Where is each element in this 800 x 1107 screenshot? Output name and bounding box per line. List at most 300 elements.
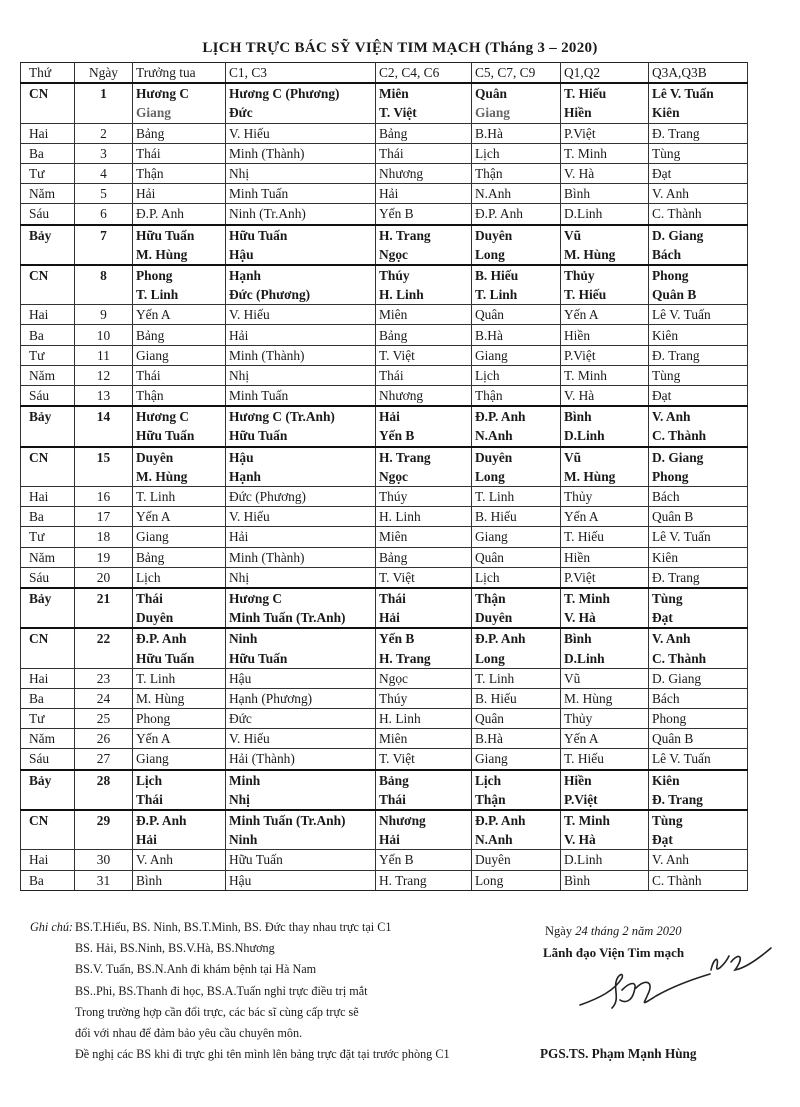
cell-ngay: 15 (75, 447, 133, 467)
cell-c5-c7-c9: Duyên (472, 850, 561, 870)
cell-q1-q2: Bình (561, 870, 649, 890)
cell-thu: Ba (21, 325, 75, 345)
schedule-row (21, 103, 748, 123)
cell-q1-q2: D.Linh (561, 850, 649, 870)
cell-q1-q2: T. Hiếu (561, 749, 649, 770)
cell-c5-c7-c9: T. Linh (472, 486, 561, 506)
note-line: BS..Phi, BS.Thanh đi học, BS.A.Tuấn nghỉ trực điều trị mắt (75, 983, 368, 998)
cell-ngay (75, 648, 133, 668)
cell-ngay (75, 790, 133, 810)
schedule-row (21, 225, 748, 245)
cell-q1-q2: M. Hùng (561, 467, 649, 487)
cell-c2-c4-c6: Ngọc (376, 467, 472, 487)
cell-c5-c7-c9: Long (472, 467, 561, 487)
cell-ngay: 9 (75, 305, 133, 325)
cell-c5-c7-c9: Lịch (472, 365, 561, 385)
cell-ngay: 16 (75, 486, 133, 506)
cell-c5-c7-c9: T. Linh (472, 668, 561, 688)
cell-q3a-q3b: Kiên (649, 770, 748, 790)
cell-q1-q2: V. Hà (561, 608, 649, 628)
cell-ngay: 2 (75, 123, 133, 143)
schedule-row (21, 426, 748, 446)
cell-q1-q2: Vũ (561, 668, 649, 688)
cell-q3a-q3b: Lê V. Tuấn (649, 527, 748, 547)
cell-thu: CN (21, 265, 75, 285)
schedule-row (21, 830, 748, 850)
cell-c2-c4-c6: Bảng (376, 123, 472, 143)
cell-q3a-q3b: Đạt (649, 163, 748, 183)
cell-ngay: 12 (75, 365, 133, 385)
schedule-table (20, 62, 748, 891)
cell-c2-c4-c6: H. Trang (376, 648, 472, 668)
cell-c2-c4-c6: H. Linh (376, 507, 472, 527)
cell-c5-c7-c9: Duyên (472, 225, 561, 245)
cell-truong-tua: Đ.P. Anh (133, 628, 226, 648)
cell-c2-c4-c6: Ngọc (376, 668, 472, 688)
schedule-row (21, 648, 748, 668)
cell-ngay: 28 (75, 770, 133, 790)
cell-c1-c3: Minh (Thành) (226, 547, 376, 567)
notes-block (30, 917, 500, 1065)
cell-ngay: 29 (75, 810, 133, 830)
cell-truong-tua: Hải (133, 184, 226, 204)
cell-c1-c3: Hậu (226, 447, 376, 467)
schedule-row (21, 204, 748, 225)
header-q3a-q3b: Q3A,Q3B (649, 63, 748, 84)
cell-thu: CN (21, 447, 75, 467)
cell-c2-c4-c6: Miên (376, 729, 472, 749)
cell-c5-c7-c9: B.Hà (472, 325, 561, 345)
cell-thu: Năm (21, 547, 75, 567)
cell-c2-c4-c6: Thái (376, 365, 472, 385)
cell-q1-q2: Bình (561, 406, 649, 426)
cell-q3a-q3b: Bách (649, 245, 748, 265)
document-title: LỊCH TRỰC BÁC SỸ VIỆN TIM MẠCH (Tháng 3 – 2020) (202, 40, 598, 56)
cell-thu: Năm (21, 184, 75, 204)
cell-c2-c4-c6: Ngọc (376, 245, 472, 265)
cell-q1-q2: T. Minh (561, 810, 649, 830)
sign-office: Lãnh đạo Viện Tim mạch (543, 945, 685, 960)
schedule-row (21, 184, 748, 204)
cell-truong-tua: Đ.P. Anh (133, 204, 226, 225)
cell-ngay: 31 (75, 870, 133, 890)
schedule-row (21, 345, 748, 365)
cell-c5-c7-c9: Duyên (472, 447, 561, 467)
cell-ngay: 4 (75, 163, 133, 183)
cell-q3a-q3b: Kiên (649, 325, 748, 345)
cell-c1-c3: Minh Tuấn (Tr.Anh) (226, 810, 376, 830)
cell-ngay: 10 (75, 325, 133, 345)
cell-q1-q2: Hiền (561, 770, 649, 790)
notes-label: Ghi chú: (30, 920, 73, 934)
cell-c2-c4-c6: Thái (376, 588, 472, 608)
cell-q3a-q3b: Phong (649, 709, 748, 729)
sign-date (545, 924, 780, 939)
cell-c5-c7-c9: B.Hà (472, 123, 561, 143)
cell-ngay: 20 (75, 567, 133, 588)
cell-c5-c7-c9: Long (472, 648, 561, 668)
cell-q1-q2: Bình (561, 628, 649, 648)
cell-truong-tua: Duyên (133, 608, 226, 628)
cell-c5-c7-c9: Giang (472, 527, 561, 547)
header-row (21, 63, 748, 84)
cell-ngay: 25 (75, 709, 133, 729)
cell-c1-c3: V. Hiếu (226, 507, 376, 527)
schedule-row (21, 143, 748, 163)
schedule-row (21, 709, 748, 729)
cell-c2-c4-c6: Nhương (376, 386, 472, 407)
cell-truong-tua: Bình (133, 870, 226, 890)
cell-c5-c7-c9: Quân (472, 709, 561, 729)
cell-q3a-q3b: Kiên (649, 103, 748, 123)
cell-truong-tua: Phong (133, 265, 226, 285)
cell-thu: Tư (21, 527, 75, 547)
cell-thu: CN (21, 628, 75, 648)
cell-ngay: 14 (75, 406, 133, 426)
cell-c1-c3: Nhị (226, 790, 376, 810)
cell-c5-c7-c9: Giang (472, 103, 561, 123)
cell-c5-c7-c9: Lịch (472, 770, 561, 790)
cell-q3a-q3b: C. Thành (649, 648, 748, 668)
schedule-row (21, 83, 748, 103)
cell-thu: Hai (21, 668, 75, 688)
cell-c2-c4-c6: Yến B (376, 426, 472, 446)
cell-c1-c3: Minh (226, 770, 376, 790)
cell-q3a-q3b: V. Anh (649, 406, 748, 426)
cell-thu: CN (21, 83, 75, 103)
cell-q3a-q3b: Đạt (649, 830, 748, 850)
cell-ngay: 19 (75, 547, 133, 567)
cell-q3a-q3b: Quân B (649, 285, 748, 305)
cell-q1-q2: V. Hà (561, 163, 649, 183)
cell-truong-tua: Thái (133, 588, 226, 608)
cell-c1-c3: Hữu Tuấn (226, 648, 376, 668)
cell-c5-c7-c9: Quân (472, 305, 561, 325)
cell-c2-c4-c6: H. Trang (376, 225, 472, 245)
cell-c2-c4-c6: Hải (376, 608, 472, 628)
header-c2-c4-c6: C2, C4, C6 (376, 63, 472, 84)
cell-q3a-q3b: D. Giang (649, 668, 748, 688)
cell-c2-c4-c6: Yến B (376, 628, 472, 648)
cell-truong-tua: Lịch (133, 567, 226, 588)
cell-truong-tua: T. Linh (133, 486, 226, 506)
cell-q3a-q3b: Quân B (649, 729, 748, 749)
cell-c5-c7-c9: N.Anh (472, 830, 561, 850)
cell-c1-c3: Nhị (226, 567, 376, 588)
cell-c5-c7-c9: B. Hiếu (472, 688, 561, 708)
cell-c1-c3: Đức (226, 103, 376, 123)
header-thu: Thứ (21, 63, 75, 84)
initials-mark (705, 942, 775, 982)
cell-c1-c3: Hải (226, 527, 376, 547)
cell-q3a-q3b: Đ. Trang (649, 567, 748, 588)
cell-c1-c3: Hữu Tuấn (226, 225, 376, 245)
cell-q1-q2: Vũ (561, 447, 649, 467)
cell-truong-tua: Đ.P. Anh (133, 810, 226, 830)
schedule-row (21, 365, 748, 385)
cell-c1-c3: Nhị (226, 163, 376, 183)
cell-thu (21, 285, 75, 305)
cell-c1-c3: Hậu (226, 668, 376, 688)
cell-thu: Ba (21, 870, 75, 890)
schedule-row (21, 850, 748, 870)
schedule-body (21, 83, 748, 890)
cell-ngay: 23 (75, 668, 133, 688)
cell-c2-c4-c6: Bảng (376, 770, 472, 790)
cell-q1-q2: M. Hùng (561, 245, 649, 265)
cell-q1-q2: Bình (561, 184, 649, 204)
cell-truong-tua: M. Hùng (133, 688, 226, 708)
cell-truong-tua: Hữu Tuấn (133, 225, 226, 245)
cell-c5-c7-c9: Quân (472, 83, 561, 103)
note-line: Đề nghị các BS khi đi trực ghi tên mình lên bảng trực đặt tại trước phòng C1 (75, 1047, 450, 1062)
cell-c2-c4-c6: Thái (376, 143, 472, 163)
cell-ngay: 24 (75, 688, 133, 708)
cell-ngay (75, 245, 133, 265)
cell-q3a-q3b: Quân B (649, 507, 748, 527)
cell-c2-c4-c6: Miên (376, 83, 472, 103)
cell-c1-c3: Hương C (226, 588, 376, 608)
schedule-row (21, 749, 748, 770)
cell-truong-tua: V. Anh (133, 850, 226, 870)
note-line: Trong trường hợp cần đổi trực, các bác sĩ cùng cấp trực sẽ (75, 1004, 359, 1019)
cell-q1-q2: Thủy (561, 486, 649, 506)
note-line: BS.T.Hiếu, BS. Ninh, BS.T.Minh, BS. Đức thay nhau trực tại C1 (75, 920, 392, 934)
cell-truong-tua: Yến A (133, 729, 226, 749)
cell-c1-c3: Minh Tuấn (226, 386, 376, 407)
cell-c1-c3: Hạnh (226, 265, 376, 285)
cell-c2-c4-c6: H. Linh (376, 285, 472, 305)
cell-thu: Năm (21, 729, 75, 749)
cell-q1-q2: P.Việt (561, 345, 649, 365)
cell-thu: Bảy (21, 770, 75, 790)
cell-c5-c7-c9: B. Hiếu (472, 265, 561, 285)
cell-q3a-q3b: Tùng (649, 810, 748, 830)
cell-ngay: 27 (75, 749, 133, 770)
date-prefix: Ngày (545, 924, 576, 938)
cell-truong-tua: Yến A (133, 507, 226, 527)
cell-c5-c7-c9: Đ.P. Anh (472, 810, 561, 830)
cell-q1-q2: D.Linh (561, 648, 649, 668)
cell-c2-c4-c6: Bảng (376, 325, 472, 345)
cell-thu (21, 648, 75, 668)
cell-c1-c3: Hương C (Phương) (226, 83, 376, 103)
cell-c5-c7-c9: Thận (472, 386, 561, 407)
cell-thu (21, 467, 75, 487)
cell-ngay (75, 467, 133, 487)
cell-c5-c7-c9: Lịch (472, 567, 561, 588)
cell-q1-q2: P.Việt (561, 123, 649, 143)
cell-thu: Ba (21, 143, 75, 163)
cell-c5-c7-c9: Thận (472, 588, 561, 608)
cell-thu: Bảy (21, 588, 75, 608)
cell-q3a-q3b: V. Anh (649, 850, 748, 870)
schedule-row (21, 790, 748, 810)
cell-c1-c3: Đức (Phương) (226, 486, 376, 506)
cell-q3a-q3b: C. Thành (649, 870, 748, 890)
cell-q1-q2: Yến A (561, 507, 649, 527)
cell-ngay: 21 (75, 588, 133, 608)
cell-truong-tua: M. Hùng (133, 245, 226, 265)
cell-ngay (75, 608, 133, 628)
cell-ngay: 7 (75, 225, 133, 245)
cell-ngay: 11 (75, 345, 133, 365)
cell-thu: Năm (21, 365, 75, 385)
cell-c2-c4-c6: Hải (376, 830, 472, 850)
cell-c5-c7-c9: Thận (472, 163, 561, 183)
cell-q3a-q3b: Tùng (649, 365, 748, 385)
schedule-row (21, 447, 748, 467)
cell-c5-c7-c9: N.Anh (472, 426, 561, 446)
cell-ngay (75, 426, 133, 446)
cell-truong-tua: Bảng (133, 325, 226, 345)
cell-c5-c7-c9: T. Linh (472, 285, 561, 305)
note-line: BS. Hải, BS.Ninh, BS.V.Hà, BS.Nhương (75, 941, 275, 956)
schedule-row (21, 688, 748, 708)
schedule-row (21, 567, 748, 588)
cell-c2-c4-c6: Miên (376, 527, 472, 547)
cell-thu: Tư (21, 345, 75, 365)
cell-c2-c4-c6: Yến B (376, 850, 472, 870)
cell-thu (21, 426, 75, 446)
schedule-row (21, 467, 748, 487)
cell-q1-q2: T. Minh (561, 143, 649, 163)
cell-thu (21, 245, 75, 265)
cell-q1-q2: V. Hà (561, 386, 649, 407)
schedule-row (21, 527, 748, 547)
note-line: BS.V. Tuấn, BS.N.Anh đi khám bệnh tại Hà Nam (75, 962, 317, 977)
schedule-row (21, 810, 748, 830)
schedule-row (21, 729, 748, 749)
signer-name: PGS.TS. Phạm Mạnh Hùng (540, 1046, 697, 1061)
cell-q3a-q3b: Bách (649, 688, 748, 708)
cell-c1-c3: Hạnh (226, 467, 376, 487)
cell-ngay: 5 (75, 184, 133, 204)
header-c5-c7-c9: C5, C7, C9 (472, 63, 561, 84)
cell-truong-tua: Hữu Tuấn (133, 426, 226, 446)
header-c1-c3: C1, C3 (226, 63, 376, 84)
cell-truong-tua: Thái (133, 365, 226, 385)
cell-c1-c3: Hải (Thành) (226, 749, 376, 770)
cell-c1-c3: Hữu Tuấn (226, 426, 376, 446)
cell-c2-c4-c6: Nhương (376, 810, 472, 830)
cell-truong-tua: Thái (133, 143, 226, 163)
cell-truong-tua: T. Linh (133, 668, 226, 688)
schedule-row (21, 386, 748, 407)
cell-thu: Tư (21, 163, 75, 183)
cell-c2-c4-c6: Thúy (376, 688, 472, 708)
cell-thu: Tư (21, 709, 75, 729)
cell-c5-c7-c9: Đ.P. Anh (472, 628, 561, 648)
schedule-row (21, 507, 748, 527)
cell-truong-tua: Phong (133, 709, 226, 729)
cell-q3a-q3b: Phong (649, 265, 748, 285)
cell-c1-c3: Minh (Thành) (226, 345, 376, 365)
cell-q1-q2: P.Việt (561, 567, 649, 588)
cell-truong-tua: Giang (133, 103, 226, 123)
cell-c2-c4-c6: H. Trang (376, 870, 472, 890)
cell-thu: Hai (21, 305, 75, 325)
cell-q3a-q3b: Đ. Trang (649, 345, 748, 365)
cell-c2-c4-c6: Thúy (376, 265, 472, 285)
cell-q1-q2: D.Linh (561, 204, 649, 225)
cell-c1-c3: Hương C (Tr.Anh) (226, 406, 376, 426)
cell-thu (21, 830, 75, 850)
cell-c2-c4-c6: Thái (376, 790, 472, 810)
schedule-row (21, 608, 748, 628)
cell-q1-q2: Yến A (561, 729, 649, 749)
cell-c2-c4-c6: Miên (376, 305, 472, 325)
cell-c5-c7-c9: Đ.P. Anh (472, 204, 561, 225)
cell-thu (21, 608, 75, 628)
cell-q3a-q3b: Đạt (649, 386, 748, 407)
cell-q1-q2: M. Hùng (561, 688, 649, 708)
cell-q1-q2: Hiền (561, 547, 649, 567)
cell-truong-tua: Giang (133, 345, 226, 365)
schedule-row (21, 285, 748, 305)
cell-c1-c3: V. Hiếu (226, 123, 376, 143)
cell-q3a-q3b: Phong (649, 467, 748, 487)
cell-thu: Hai (21, 123, 75, 143)
cell-truong-tua: Thái (133, 790, 226, 810)
cell-c2-c4-c6: Hải (376, 406, 472, 426)
cell-q1-q2: Vũ (561, 225, 649, 245)
note-line: đổi với nhau để đảm bảo yêu cầu chuyên môn. (75, 1026, 303, 1041)
cell-ngay: 26 (75, 729, 133, 749)
cell-q3a-q3b: C. Thành (649, 426, 748, 446)
cell-thu: Sáu (21, 386, 75, 407)
schedule-row (21, 486, 748, 506)
cell-c5-c7-c9: N.Anh (472, 184, 561, 204)
cell-truong-tua: Lịch (133, 770, 226, 790)
cell-q3a-q3b: Lê V. Tuấn (649, 305, 748, 325)
cell-truong-tua: M. Hùng (133, 467, 226, 487)
cell-q3a-q3b: C. Thành (649, 204, 748, 225)
cell-c2-c4-c6: Yến B (376, 204, 472, 225)
cell-c5-c7-c9: Giang (472, 345, 561, 365)
cell-q1-q2: D.Linh (561, 426, 649, 446)
cell-c1-c3: Ninh (Tr.Anh) (226, 204, 376, 225)
cell-c5-c7-c9: Quân (472, 547, 561, 567)
schedule-row (21, 163, 748, 183)
cell-q1-q2: T. Minh (561, 365, 649, 385)
cell-ngay: 18 (75, 527, 133, 547)
schedule-row (21, 628, 748, 648)
cell-thu: CN (21, 810, 75, 830)
cell-q1-q2: Thủy (561, 709, 649, 729)
schedule-row (21, 668, 748, 688)
cell-c2-c4-c6: T. Việt (376, 749, 472, 770)
header-truong-tua: Trưởng tua (133, 63, 226, 84)
cell-thu: Hai (21, 850, 75, 870)
cell-q3a-q3b: D. Giang (649, 447, 748, 467)
cell-q1-q2: Yến A (561, 305, 649, 325)
cell-c1-c3: Ninh (226, 628, 376, 648)
cell-c1-c3: Nhị (226, 365, 376, 385)
cell-thu: Hai (21, 486, 75, 506)
cell-c1-c3: Minh Tuấn (Tr.Anh) (226, 608, 376, 628)
cell-ngay (75, 830, 133, 850)
cell-truong-tua: Hải (133, 830, 226, 850)
cell-c1-c3: Đức (Phương) (226, 285, 376, 305)
cell-c2-c4-c6: T. Việt (376, 345, 472, 365)
schedule-row (21, 770, 748, 790)
cell-q1-q2: Hiền (561, 103, 649, 123)
schedule-row (21, 265, 748, 285)
header-q1-q2: Q1,Q2 (561, 63, 649, 84)
cell-q3a-q3b: Đ. Trang (649, 123, 748, 143)
cell-c5-c7-c9: B.Hà (472, 729, 561, 749)
